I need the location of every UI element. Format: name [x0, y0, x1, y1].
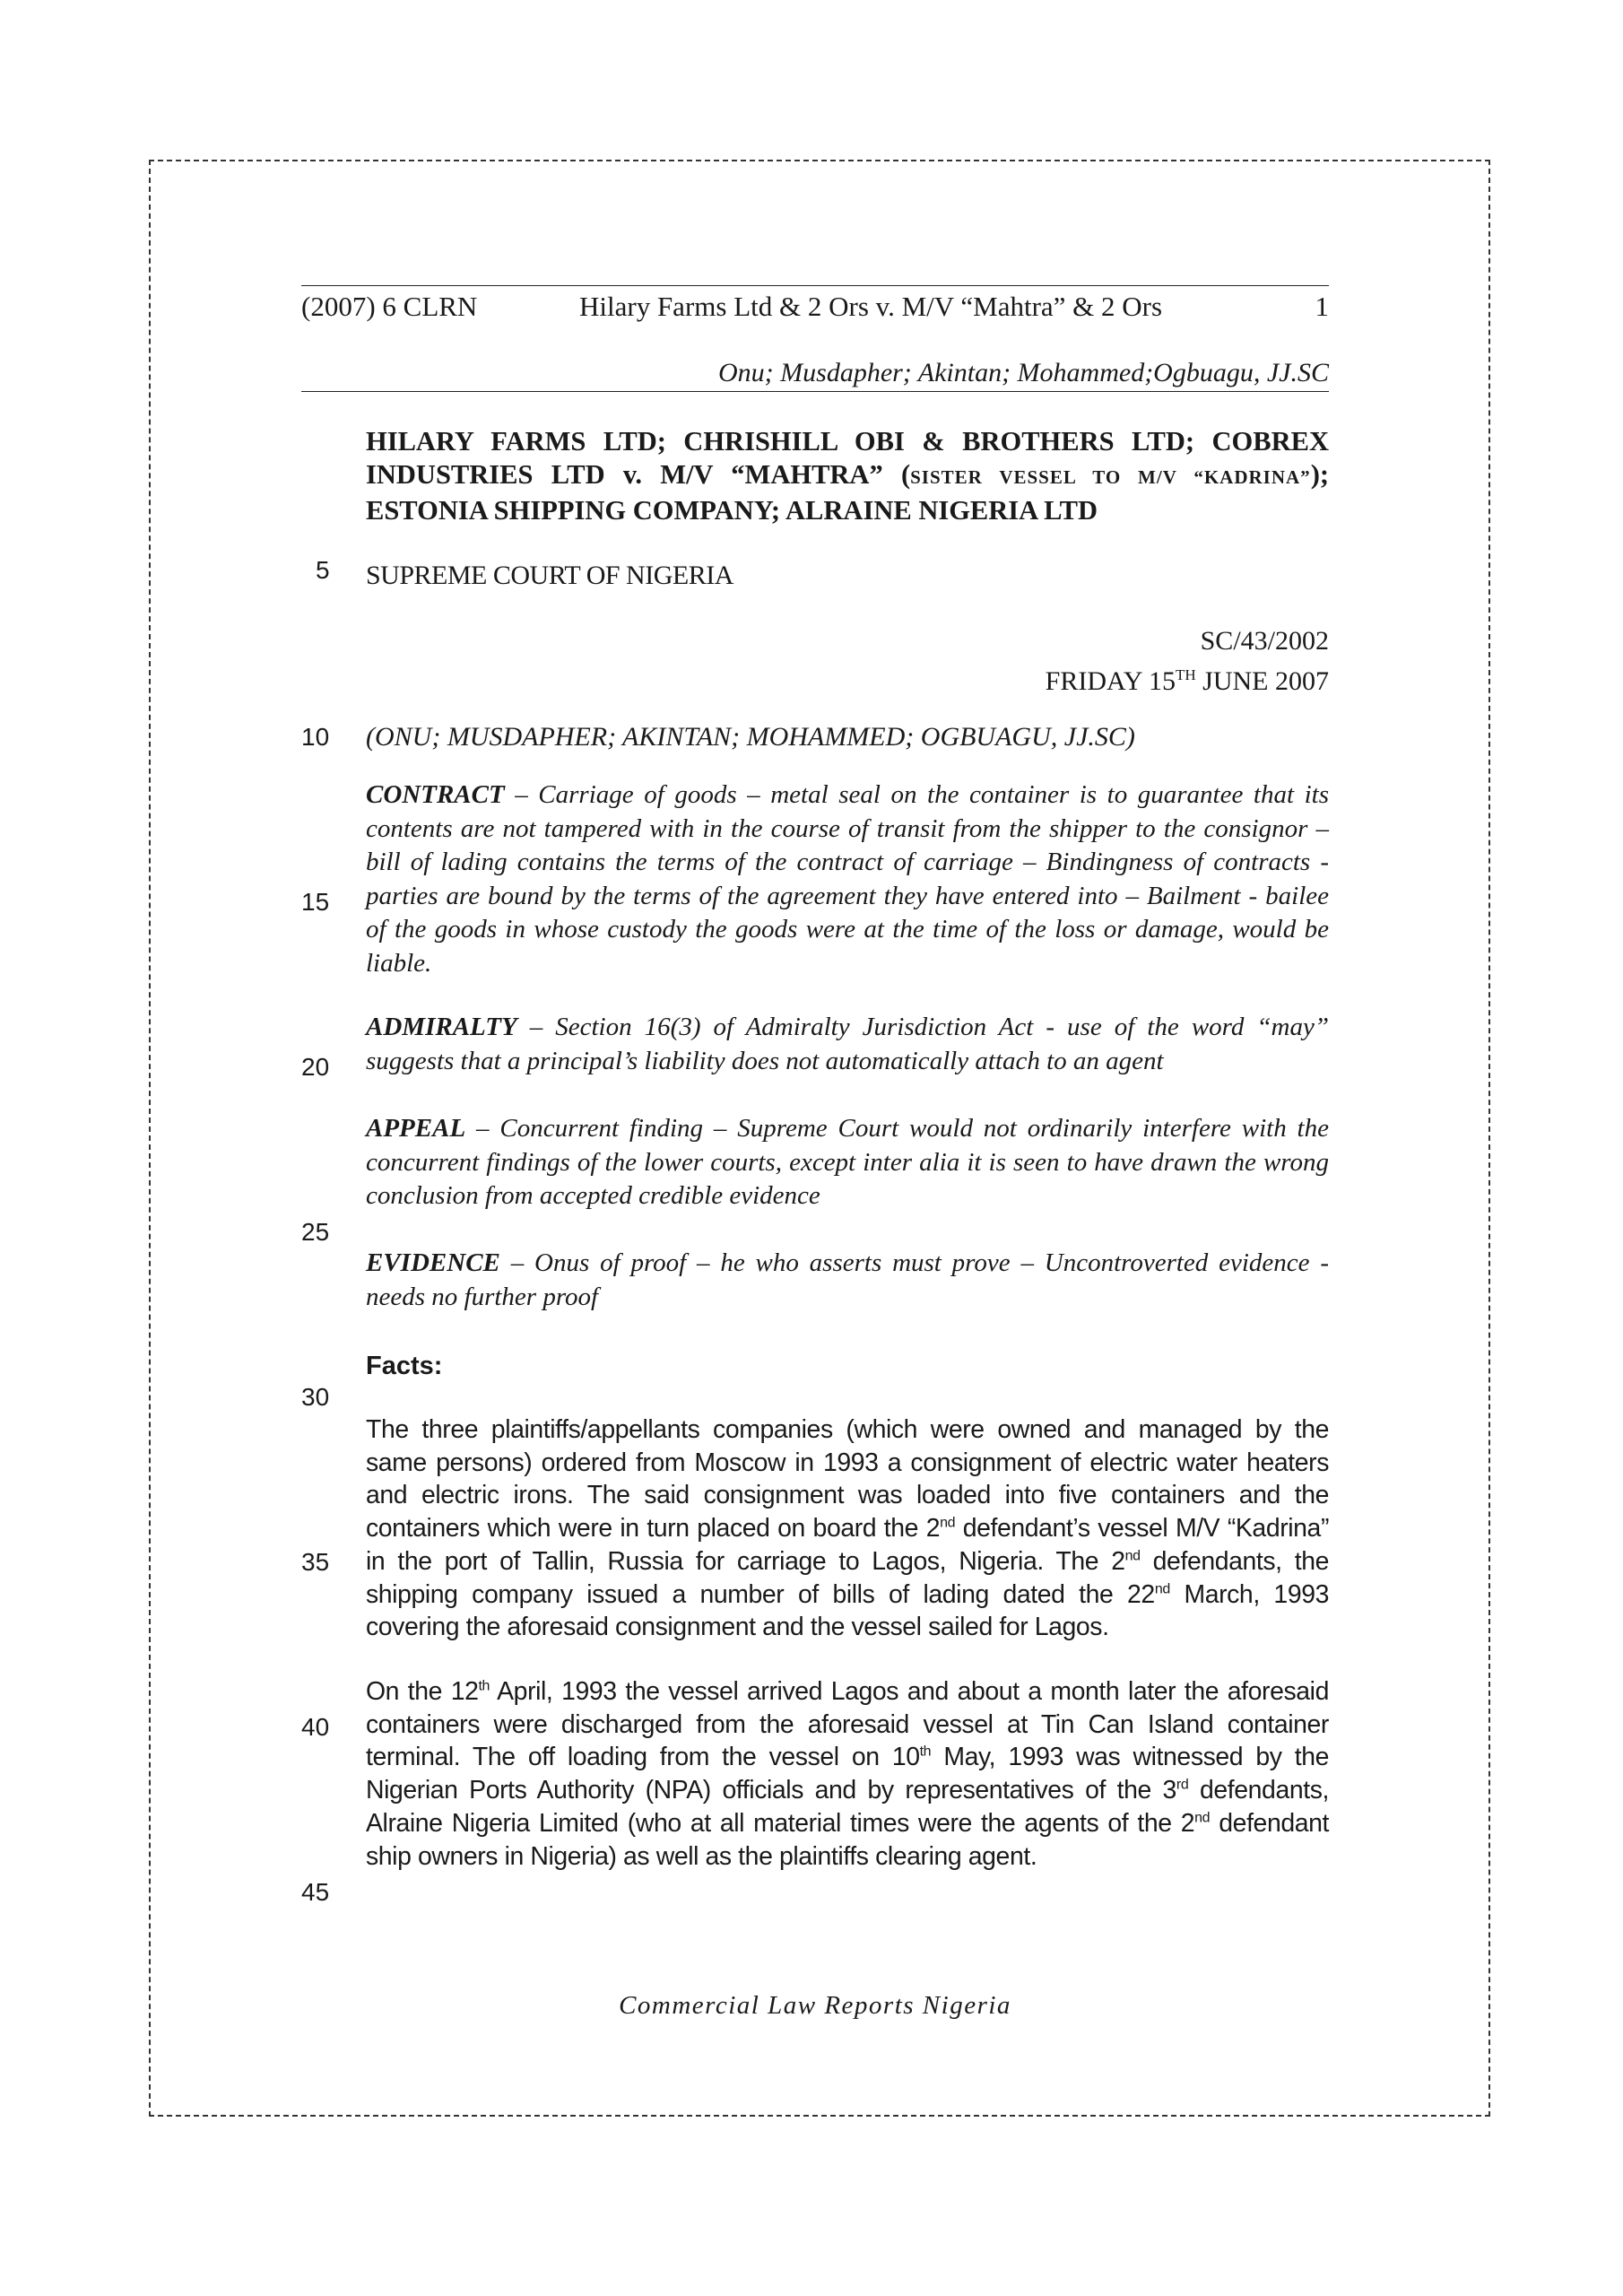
catchword-text: – Concurrent finding – Supreme Court would not ordinarily interfere with the concurrent findings of the lower courts, except inter alia it is seen to have drawn the wrong conclusion from accepted credible evidence: [366, 1114, 1329, 1210]
date-suffix-sup: TH: [1175, 666, 1196, 683]
catchword-keyword: CONTRACT: [366, 780, 505, 809]
facts-heading: Facts:: [366, 1352, 443, 1380]
judgment-date: [897, 658, 1329, 699]
header-citation: (2007) 6 CLRN: [301, 291, 478, 322]
catchword-appeal: [366, 1112, 1329, 1213]
facts-text: On the 12: [366, 1677, 479, 1706]
facts-text: April, 1993 the vessel arrived Lagos and about a month later the aforesaid containers were discharged from the aforesaid vessel at Tin Can Island container terminal. The off loading from the vessel on 10: [366, 1677, 1329, 1772]
catchword-text: – Carriage of goods – metal seal on the container is to guarantee that its contents are not tampered with in the course of transit from the shipper to the consignor – bill of lading contains the terms of the contract of carriage – Bindingness of contracts - parties are bound by the terms of the agreement they have entered into – Bailment - bailee of the goods in whose custody the goods were at the time of the loss or damage, would be liable.: [366, 780, 1329, 978]
header-page-number: 1: [1315, 291, 1329, 322]
ordinal-sup: th: [919, 1744, 932, 1760]
ordinal-sup: nd: [1154, 1581, 1170, 1597]
ordinal-sup: nd: [1194, 1810, 1211, 1826]
line-number: 5: [316, 556, 330, 584]
line-number: 10: [301, 723, 330, 751]
catchword-evidence: [366, 1247, 1329, 1314]
page-footer: Commercial Law Reports Nigeria: [619, 1991, 1011, 2020]
case-title-part2: ); ESTONIA SHIPPING COMPANY; ALRAINE NIGERIA LTD: [366, 459, 1330, 526]
ordinal-sup: th: [478, 1678, 490, 1694]
catchword-admiralty: [366, 1011, 1329, 1078]
ordinal-sup: rd: [1176, 1777, 1189, 1793]
facts-text: defendant ship owners in Nigeria) as well as the plaintiffs clearing agent.: [366, 1808, 1329, 1871]
header-judges-line: Onu; Musdapher; Akintan; Mohammed;Ogbuagu, JJ.SC: [718, 358, 1329, 387]
catchword-text: – Section 16(3) of Admiralty Jurisdiction Act - use of the word “may” suggests that a principal’s liability does not automatically attach to an agent: [366, 1013, 1329, 1075]
case-title: [366, 425, 1329, 527]
line-number: 35: [301, 1548, 330, 1576]
line-number: 45: [301, 1878, 330, 1906]
facts-text: defendants, the shipping company issued a number of bills of lading dated the 22: [366, 1546, 1330, 1609]
line-number: 25: [301, 1218, 330, 1246]
facts-paragraph-1: [366, 1413, 1329, 1644]
facts-text: The three plaintiffs/appellants companies (which were owned and managed by the same persons) ordered from Moscow in 1993 a consignment of electric water heaters and electric irons. The said consignment was loaded into five containers and the containers which were in turn placed on board the 2: [366, 1415, 1329, 1544]
catchword-keyword: APPEAL: [366, 1114, 466, 1143]
line-number: 15: [301, 888, 330, 916]
case-title-small-caps: SISTER VESSEL TO M/V “KADRINA”: [910, 466, 1311, 488]
running-header: [301, 287, 1329, 326]
catchword-keyword: ADMIRALTY: [366, 1013, 517, 1041]
case-title-part1: HILARY FARMS LTD; CHRISHILL OBI & BROTHERS LTD; COBREX INDUSTRIES LTD v. M/V “MAHTRA” (: [366, 426, 1329, 490]
line-number: 40: [301, 1713, 330, 1741]
suit-info: [897, 624, 1329, 699]
suit-number: SC/43/2002: [1200, 626, 1329, 656]
ordinal-sup: nd: [1124, 1548, 1141, 1564]
facts-text: May, 1993 was witnessed by the Nigerian Ports Authority (NPA) officials and by representatives of the 3: [366, 1743, 1329, 1805]
catchword-contract: [366, 778, 1329, 980]
header-running-title: Hilary Farms Ltd & 2 Ors v. M/V “Mahtra” & 2 Ors: [579, 291, 1163, 322]
catchword-keyword: EVIDENCE: [366, 1248, 500, 1277]
panel-of-justices: (ONU; MUSDAPHER; AKINTAN; MOHAMMED; OGBUAGU, JJ.SC): [366, 722, 1135, 752]
court-name: SUPREME COURT OF NIGERIA: [366, 561, 733, 590]
catchword-text: – Onus of proof – he who asserts must prove – Uncontroverted evidence - needs no further proof: [366, 1248, 1329, 1311]
ordinal-sup: nd: [940, 1515, 956, 1531]
date-prefix: FRIDAY 15: [1045, 666, 1176, 696]
facts-paragraph-2: [366, 1675, 1329, 1873]
header-top-rule: [301, 285, 1329, 286]
line-number: 20: [301, 1053, 330, 1081]
date-suffix: JUNE 2007: [1195, 666, 1329, 696]
facts-text: March, 1993 covering the aforesaid consignment and the vessel sailed for Lagos.: [366, 1579, 1329, 1642]
line-number: 30: [301, 1383, 330, 1411]
facts-text: defendants, Alraine Nigeria Limited (who at all material times were the agents of the 2: [366, 1776, 1329, 1838]
facts-text: defendant’s vessel M/V “Kadrina” in the port of Tallin, Russia for carriage to Lagos, Nigeria. The 2: [366, 1514, 1330, 1576]
header-bottom-rule: [301, 391, 1329, 392]
